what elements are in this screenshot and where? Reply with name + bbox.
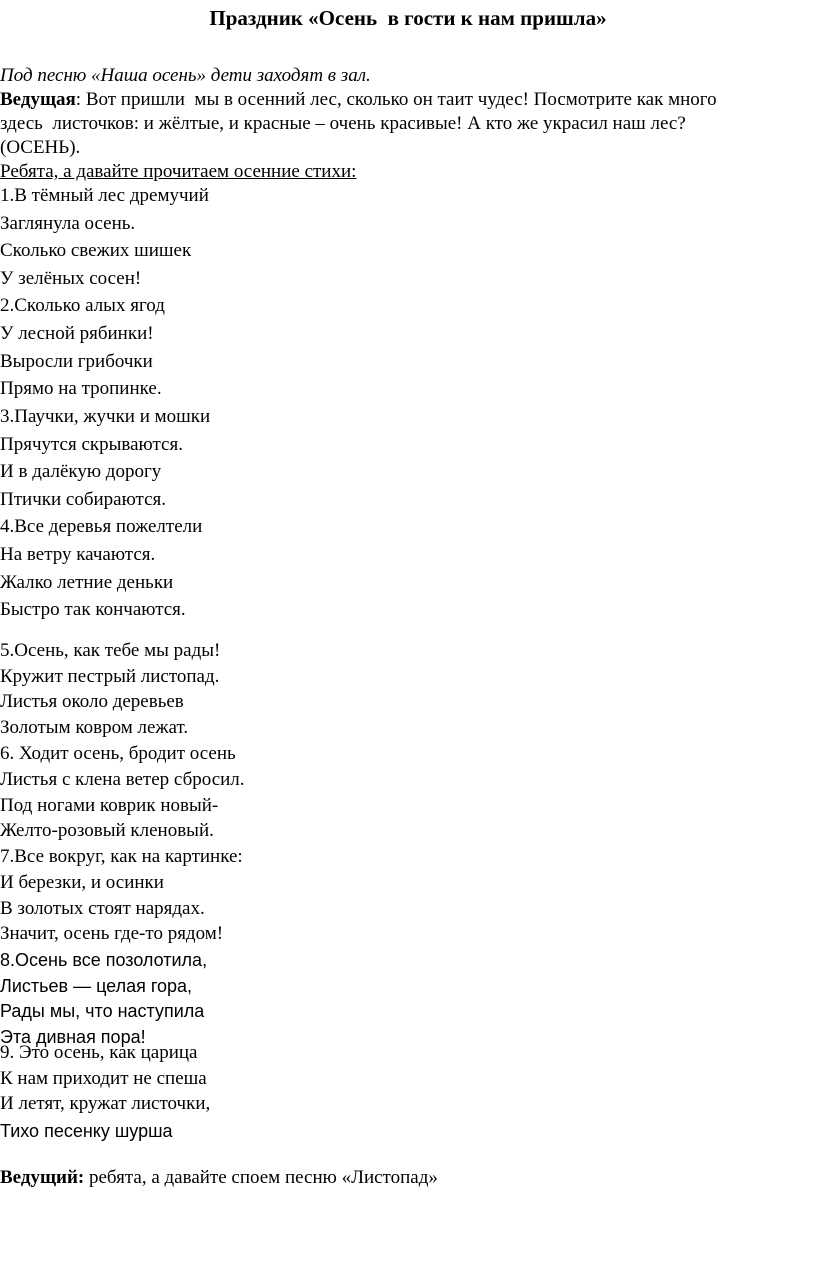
poem-line: 6. Ходит осень, бродит осень	[0, 743, 236, 764]
host-outro-text: ребята, а давайте споем песню «Листопад»	[84, 1167, 438, 1188]
poem-line: 5.Осень, как тебе мы рады!	[0, 640, 221, 661]
poem-line: Кружит пестрый листопад.	[0, 666, 220, 687]
poem-line: К нам приходит не спеша	[0, 1068, 207, 1089]
poem-line: 2.Сколько алых ягод	[0, 295, 165, 316]
poem-line: Листья с клена ветер сбросил.	[0, 769, 245, 790]
poem-line: Эта дивная пора!	[0, 1027, 146, 1047]
document-title: Праздник «Осень в гости к нам пришла»	[209, 6, 607, 30]
poem-line: Прямо на тропинке.	[0, 378, 162, 399]
poem-line: Прячутся скрываются.	[0, 434, 183, 455]
poem-line: 3.Паучки, жучки и мошки	[0, 406, 211, 427]
poem-line: Быстро так кончаются.	[0, 599, 186, 620]
poem-line: 1.В тёмный лес дремучий	[0, 185, 209, 206]
poem-line: 4.Все деревья пожелтели	[0, 516, 203, 537]
host-intro-line-2: здесь листочков: и жёлтые, и красные – очень красивые! А кто же украсил наш лес?	[0, 113, 686, 134]
host-outro	[0, 1166, 438, 1190]
poem-line: Желто-розовый кленовый.	[0, 820, 214, 841]
poem-line: Под ногами коврик новый-	[0, 795, 219, 816]
host-intro-speaker: Ведущая	[0, 89, 76, 110]
poem-line: И летят, кружат листочки,	[0, 1093, 211, 1114]
poem-line: 7.Все вокруг, как на картинке:	[0, 846, 243, 867]
intro-stage-direction: Под песню «Наша осень» дети заходят в зал.	[0, 65, 371, 86]
poem-line: Птички собираются.	[0, 489, 166, 510]
poems-invitation: Ребята, а давайте прочитаем осенние стихи:	[0, 161, 357, 182]
poem-line: Листьев — целая гора,	[0, 976, 193, 996]
host-intro-line-3: (ОСЕНЬ).	[0, 137, 81, 158]
host-intro-text-1: : Вот пришли мы в осенний лес, сколько он таит чудес! Посмотрите как много	[75, 89, 717, 110]
poem-line: 9. Это осень, как царица	[0, 1042, 198, 1063]
poem-line: У зелёных сосен!	[0, 268, 142, 289]
poem-line: Листья около деревьев	[0, 691, 184, 712]
poem-line: У лесной рябинки!	[0, 323, 154, 344]
poem-line: Выросли грибочки	[0, 351, 153, 372]
poem-line: И в далёкую дорогу	[0, 461, 162, 482]
host-intro-line-1	[0, 88, 717, 112]
poem-line: Тихо песенку шурша	[0, 1121, 173, 1141]
poem-line: 8.Осень все позолотила,	[0, 950, 208, 970]
poem-line: И березки, и осинки	[0, 872, 164, 893]
poem-line: Заглянула осень.	[0, 213, 136, 234]
poem-line: Сколько свежих шишек	[0, 240, 192, 261]
poem-line: Жалко летние деньки	[0, 572, 174, 593]
poem-line: В золотых стоят нарядах.	[0, 898, 205, 919]
poem-line: Значит, осень где-то рядом!	[0, 923, 224, 944]
poem-line: На ветру качаются.	[0, 544, 156, 565]
poem-line: Рады мы, что наступила	[0, 1001, 205, 1021]
poem-line: Золотым ковром лежат.	[0, 717, 189, 738]
host-outro-speaker: Ведущий:	[0, 1167, 85, 1188]
